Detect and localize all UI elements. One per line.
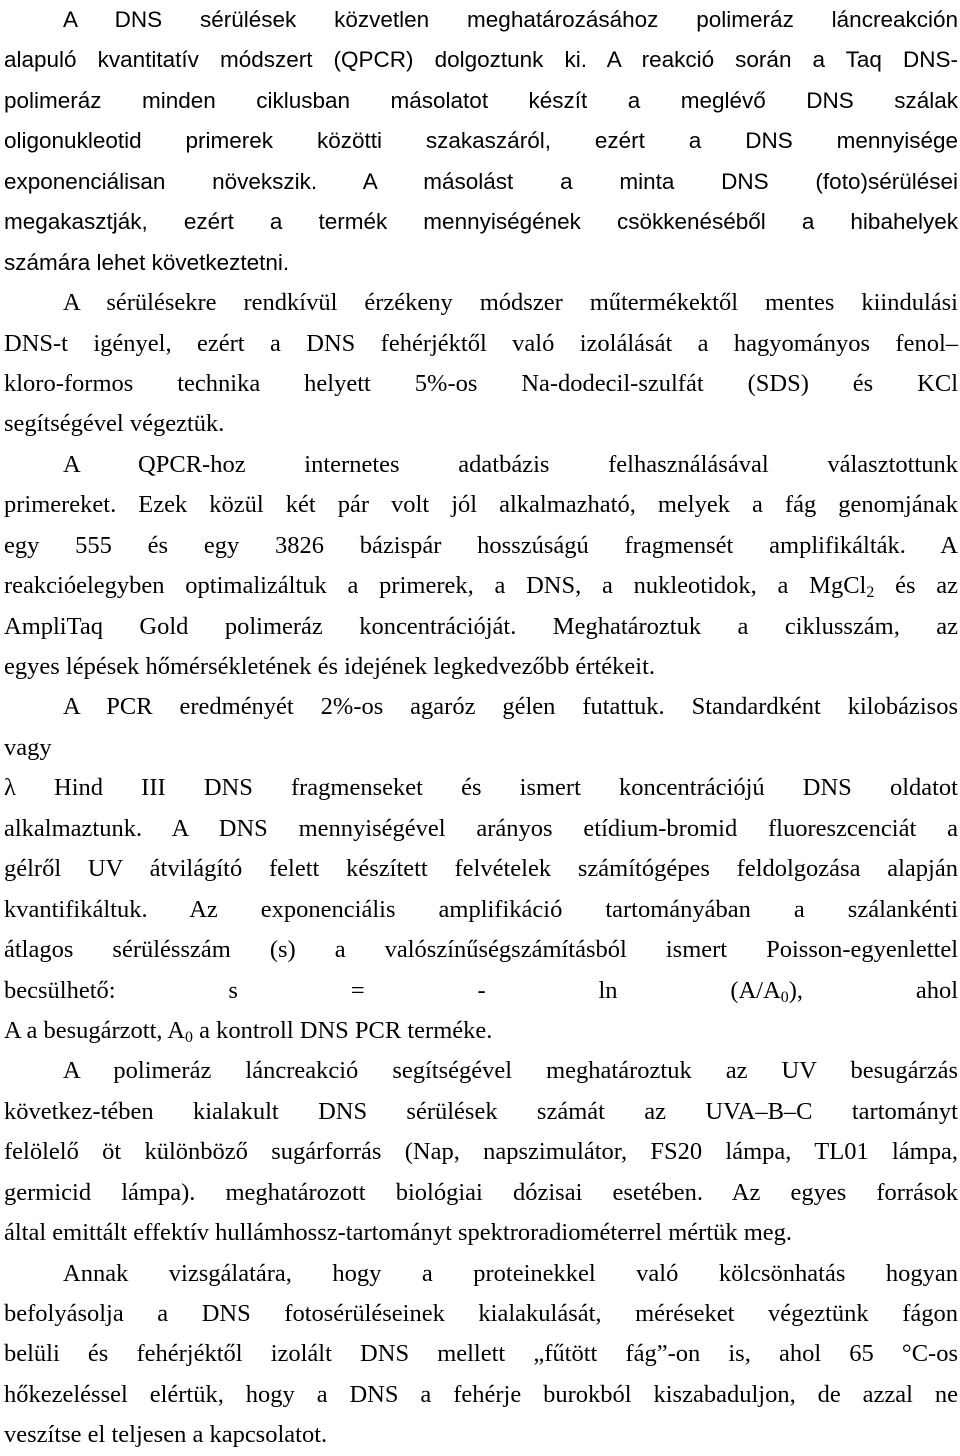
paragraph-protein-interaction: [4, 1254, 958, 1456]
text-line-definition: [4, 1011, 958, 1051]
text-line: befolyásolja a DNS fotosérüléseinek kialakulását, méréseket végeztünk fágon: [4, 1300, 958, 1327]
formula-line: [4, 971, 958, 1011]
text-run: ),: [788, 976, 804, 1004]
text-run: (A/A: [730, 976, 781, 1004]
text-line: egy 555 és egy 3826 bázispár hosszúságú fragmensét amplifikálták. A: [4, 531, 958, 559]
text-line: vagy: [4, 733, 52, 761]
subscript: 0: [780, 988, 789, 1006]
text-run: a kontroll DNS PCR terméke.: [192, 1016, 493, 1044]
text-line: egyes lépések hőmérsékletének és idejének legkedvezőbb értékeit.: [4, 653, 656, 680]
text-line: számára lehet következtetni.: [4, 249, 290, 275]
text-line: oligonukleotid primerek közötti szakaszáról, ezért a DNS mennyisége: [4, 128, 958, 154]
text-run: A a besugárzott, A: [4, 1016, 185, 1044]
text-line: primereket. Ezek közül két pár volt jól alkalmazható, melyek a fág genomjának: [4, 491, 958, 519]
subscript: 2: [866, 584, 875, 602]
formula-word: becsülhető:: [4, 976, 116, 1004]
paragraph-primers: [4, 445, 958, 688]
paragraph-dna-isolation: [4, 283, 958, 445]
paragraph-pcr-results: [4, 687, 958, 1051]
text-run: reakcióelegyben optimalizáltuk a primerek, a DNS, a nukleotidok, a MgCl: [4, 572, 867, 600]
text-line: megakasztják, ezért a termék mennyiségének csökkenéséből a hibahelyek: [4, 209, 958, 235]
text-line: belüli és fehérjéktől izolált DNS mellett „fűtött fág”-on is, ahol 65 °C-os: [4, 1340, 958, 1368]
text-line: segítségével végeztük.: [4, 410, 225, 438]
text-line: gélről UV átvilágító felett készített felvételek számítógépes feldolgozása alapján: [4, 855, 958, 883]
text-line: következ-tében kialakult DNS sérülések számát az UVA–B–C tartományt: [4, 1097, 958, 1125]
text-line: germicid lámpa). meghatározott biológiai dózisai esetében. Az egyes források: [4, 1178, 958, 1206]
text-line: A QPCR-hoz internetes adatbázis felhasználásával választottunk: [63, 450, 958, 478]
text-line: Annak vizsgálatára, hogy a proteinekkel való kölcsönhatás hogyan: [63, 1259, 958, 1287]
text-line: A polimeráz láncreakció segítségével meghatároztuk az UV besugárzás: [63, 1057, 958, 1085]
text-line: átlagos sérülésszám (s) a valószínűségszámításból ismert Poisson-egyenlettel: [4, 936, 958, 964]
text-line: által emittált effektív hullámhossz-tartományt spektroradiométerrel mértük meg.: [4, 1219, 793, 1247]
formula-word-ratio: [730, 977, 803, 1004]
text-line: kvantifikáltuk. Az exponenciális amplifikáció tartományában a szálankénti: [4, 895, 958, 923]
text-line: hőkezeléssel elértük, hogy a DNS a fehérje burokból kiszabaduljon, de azzal ne: [4, 1380, 958, 1408]
formula-word: -: [477, 976, 486, 1004]
text-line: DNS-t igényel, ezért a DNS fehérjéktől való izolálását a hagyományos fenol–: [4, 329, 958, 357]
text-line: λ Hind III DNS fragmenseket és ismert koncentrációjú DNS oldatot: [4, 774, 958, 802]
subscript: 0: [185, 1028, 193, 1046]
text-line: alapuló kvantitatív módszert (QPCR) dolgoztunk ki. A reakció során a Taq DNS-: [4, 47, 958, 73]
document-page: [4, 0, 958, 1456]
text-line: veszítse el teljesen a kapcsolatot.: [4, 1421, 328, 1449]
formula-word: s: [228, 976, 238, 1004]
text-line: felölelő öt különböző sugárforrás (Nap, napszimulátor, FS20 lámpa, TL01 lámpa,: [4, 1138, 958, 1166]
text-line: A sérülésekre rendkívül érzékeny módszer műtermékektől mentes kiindulási: [63, 289, 958, 317]
formula-word: =: [350, 976, 365, 1004]
formula-word: ln: [598, 976, 618, 1004]
text-line: exponenciálisan növekszik. A másolást a minta DNS (foto)sérülései: [4, 168, 958, 194]
text-line: polimeráz minden ciklusban másolatot készít a meglévő DNS szálak: [4, 87, 958, 113]
text-line: AmpliTaq Gold polimeráz koncentrációját. Meghatároztuk a ciklusszám, az: [4, 612, 958, 640]
text-line: A DNS sérülések közvetlen meghatározásához polimeráz láncreakción: [63, 7, 958, 32]
text-line-mgcl: [4, 566, 958, 606]
text-line: A PCR eredményét 2%-os agaróz gélen futattuk. Standardként kilobázisos: [63, 693, 958, 721]
text-line: kloro-formos technika helyett 5%-os Na-dodecil-szulfát (SDS) és KCl: [4, 369, 958, 397]
formula-word: ahol: [915, 976, 959, 1004]
paragraph-qpcr-method: [4, 0, 958, 283]
text-line: alkalmaztunk. A DNS mennyiségével arányos etídium-bromid fluoreszcenciát a: [4, 814, 958, 842]
paragraph-uv-sources: [4, 1051, 958, 1253]
text-run: és az: [874, 572, 958, 600]
